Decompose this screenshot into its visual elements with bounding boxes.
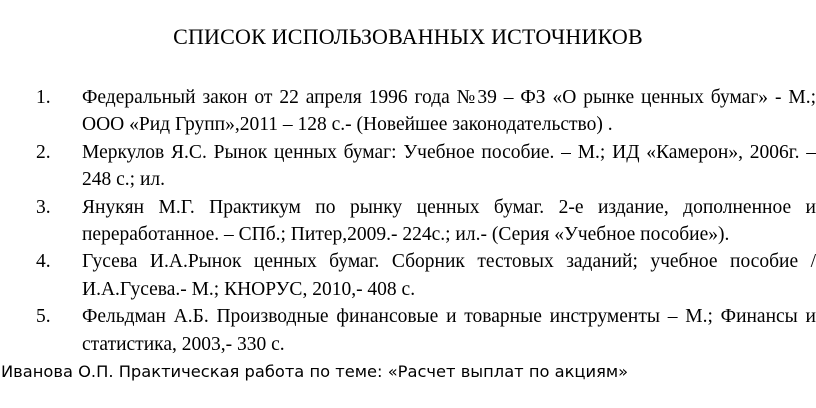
reference-text: Фельдман А.Б. Производные финансовые и товарные инструменты – М.; Финансы и статистика, 2003,- 330 с.: [82, 306, 816, 355]
reference-number: 1.: [36, 87, 51, 108]
reference-list: [36, 84, 816, 358]
reference-text: Меркулов Я.С. Рынок ценных бумаг: Учебное пособие. – М.; ИД «Камерон», 2006г. – 248 с.; ил.: [82, 141, 816, 191]
footer-caption: Иванова О.П. Практическая работа по теме: «Расчет выплат по акциям»: [1, 362, 629, 381]
list-item: [36, 303, 816, 358]
reference-number: 5.: [36, 306, 51, 328]
reference-number: 3.: [36, 196, 51, 218]
page-title: СПИСОК ИСПОЛЬЗОВАННЫХ ИСТОЧНИКОВ: [173, 24, 643, 49]
reference-number: 4.: [36, 251, 51, 273]
reference-text: Янукян М.Г. Практикум по рынку ценных бумаг. 2-е издание, дополненное и переработанное. – СПб.; Питер,2009.- 224с.; ил.- (Серия «Учебное пособие»).: [82, 196, 816, 246]
list-item: [36, 84, 816, 139]
reference-text: Федеральный закон от 22 апреля 1996 года №39 – ФЗ «О рынке ценных бумаг» - М.; ООО «Рид Групп»,2011 – 128 с.- (Новейшее законодательство) .: [82, 87, 816, 136]
reference-number: 2.: [36, 141, 51, 163]
list-item: [36, 139, 816, 194]
list-item: [36, 194, 816, 249]
list-item: [36, 248, 816, 303]
reference-text: Гусева И.А.Рынок ценных бумаг. Сборник тестовых заданий; учебное пособие / И.А.Гусева.- М.; КНОРУС, 2010,- 408 с.: [82, 251, 816, 300]
